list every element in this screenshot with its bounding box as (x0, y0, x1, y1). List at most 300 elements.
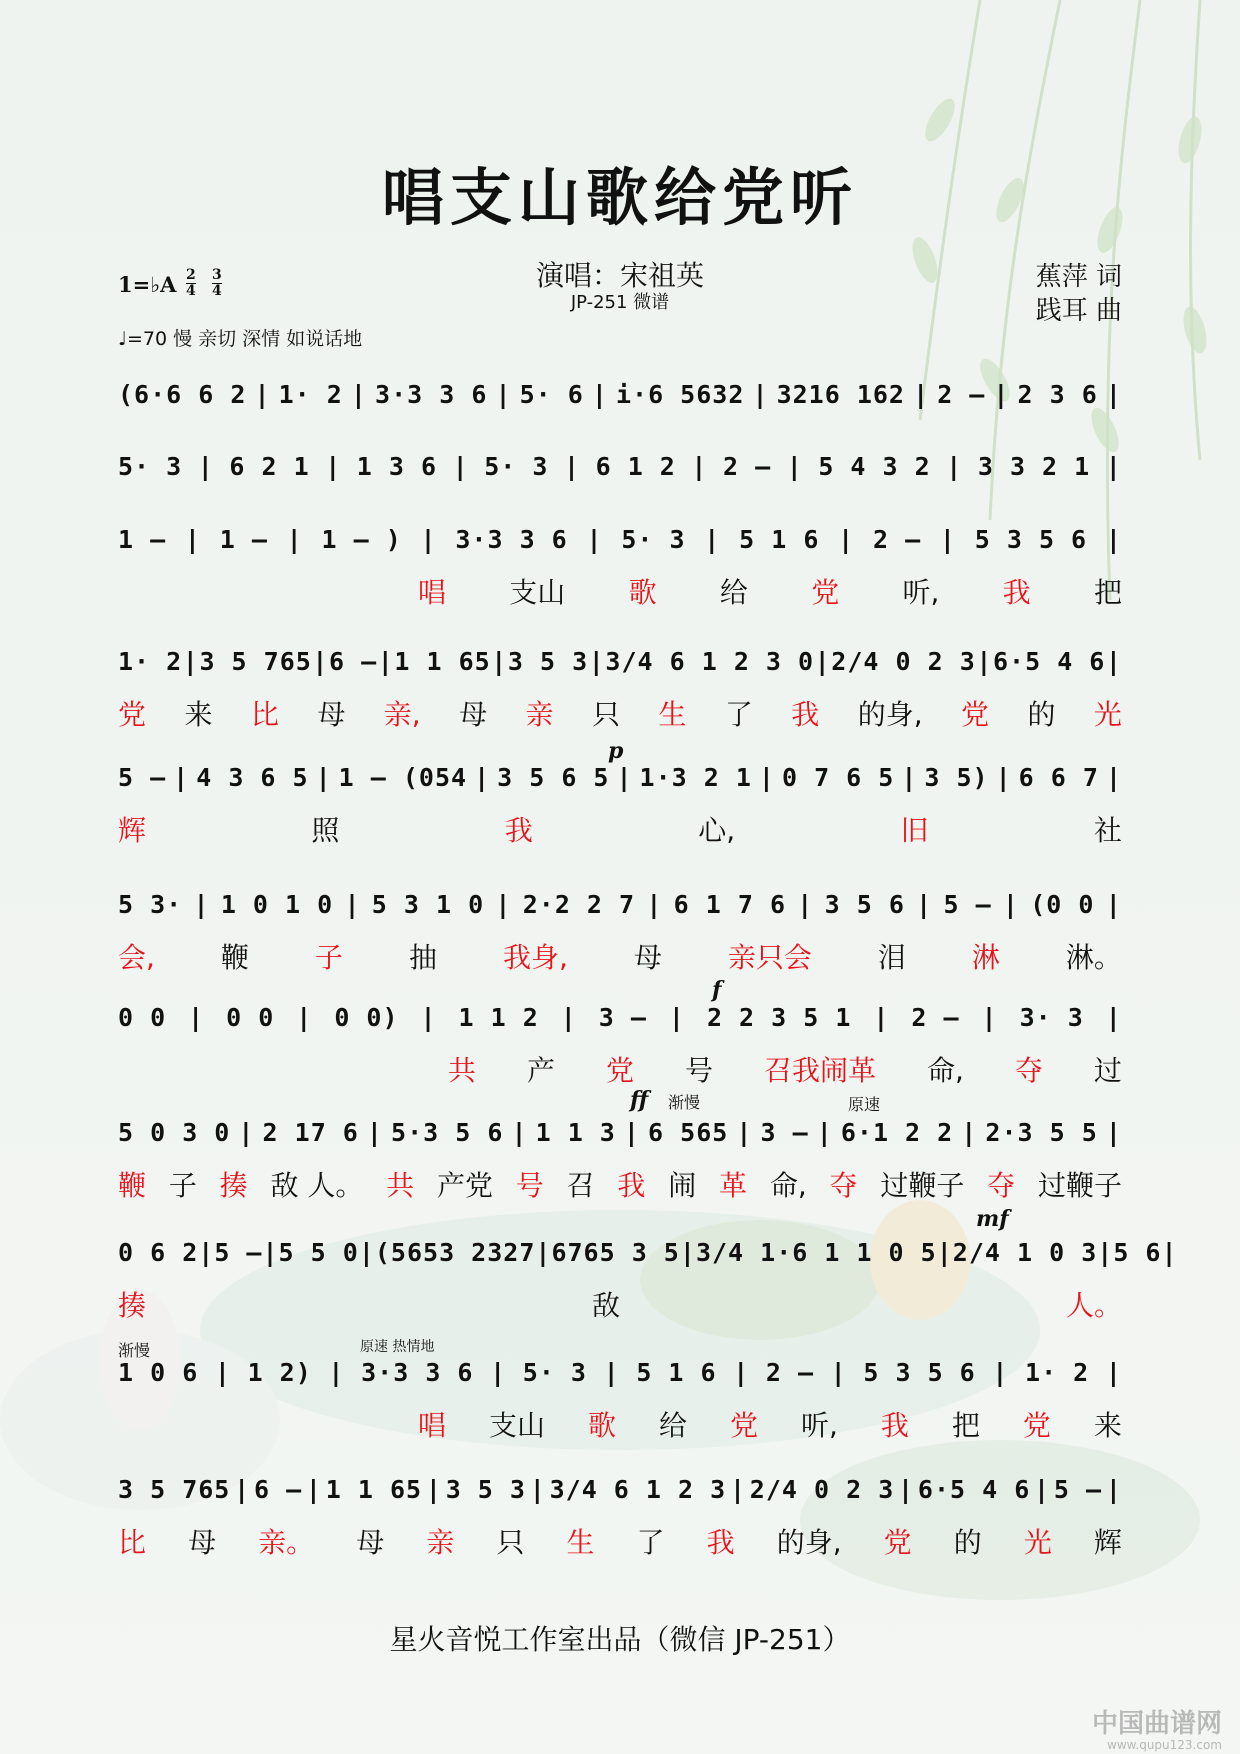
lyric-word: 比 (250, 698, 279, 731)
measure: 3·3 3 6 (375, 380, 488, 409)
measure: 5 3 1 0 (371, 890, 485, 919)
barline: | (184, 525, 201, 554)
measure: 5 – (943, 890, 992, 919)
measure: 0 0 (226, 1003, 275, 1032)
lyric-word: 歌 (588, 1409, 617, 1442)
barline: | (752, 380, 769, 409)
lyric-word: 召 (566, 1169, 595, 1202)
barline: | (214, 1358, 231, 1387)
lyric-word: 命, (769, 1169, 807, 1202)
barline: | (913, 380, 930, 409)
lyric-word: 母 (459, 698, 488, 731)
barline: | (305, 1475, 322, 1504)
lyric-line (118, 693, 1122, 733)
notation-line (118, 525, 1122, 554)
lyric-word: 支山 (509, 576, 566, 609)
barline: | (976, 647, 993, 676)
lyric-word: 产党 (436, 1169, 493, 1202)
lyric-word: 党 (883, 1526, 912, 1559)
measure: 6·1 2 2 (840, 1118, 954, 1147)
lyric-word: 产 (527, 1054, 556, 1087)
watermark-url: www.qupu123.com (1107, 1738, 1222, 1752)
barline: | (325, 452, 342, 481)
measure: 1 – (054 (338, 763, 468, 792)
lyric-word: 唱 (418, 1409, 447, 1442)
lyric-word: 子 (168, 1169, 197, 1202)
measure: 3·3 3 6 (361, 1358, 474, 1387)
barline: | (315, 763, 332, 792)
lyric-line (118, 1521, 1122, 1561)
lyric-word: 比 (118, 1526, 147, 1559)
measure: 5·3 5 6 (391, 1118, 504, 1147)
song-title: 唱支山歌给党听 (381, 161, 858, 234)
lyric-word: 辉 (118, 814, 147, 847)
lyric-word: 旧 (900, 814, 929, 847)
lyric-word: 心, (698, 814, 736, 847)
ritardando-marking-2: 渐慢 (118, 1341, 151, 1360)
singer-line: 演唱：宋祖英 (535, 259, 704, 292)
measure: 2 – (872, 525, 922, 554)
measure: 2·3 5 5 (985, 1118, 1098, 1147)
lyric-word: 子 (314, 941, 343, 974)
measure: 3 5 765 (199, 647, 312, 676)
notation-line (118, 380, 1122, 409)
barline: | (254, 380, 271, 409)
lyric-word: 号 (515, 1169, 544, 1202)
barline: | (1105, 763, 1122, 792)
lyric-word: 夺 (829, 1169, 858, 1202)
barline: | (188, 1003, 205, 1032)
lyric-word: 敌 (591, 1289, 620, 1322)
barline: | (560, 1003, 577, 1032)
barline: | (830, 1358, 847, 1387)
lyric-word: 我 (1002, 576, 1031, 609)
lyric-word: 来 (1093, 1409, 1122, 1442)
notation-line (118, 1118, 1122, 1147)
barline: | (733, 1358, 750, 1387)
measure: 3 – (760, 1118, 809, 1147)
lyric-word: 了 (724, 698, 753, 731)
barline: | (736, 1118, 753, 1147)
measure: 3 5 3 (507, 647, 589, 676)
measure: 2 – (765, 1358, 815, 1387)
barline: | (182, 647, 199, 676)
measure: 0 0) (334, 1003, 399, 1032)
lyric-word: 我 (617, 1169, 646, 1202)
lyric-word: 鞭 (220, 941, 249, 974)
lyric-word: 夺 (1014, 1054, 1043, 1087)
barline: | (981, 1003, 998, 1032)
barline: | (691, 452, 708, 481)
a-tempo-marking-1: 原速 (848, 1095, 881, 1114)
lyric-word: 我身, (502, 941, 568, 974)
measure: 1 0 1 0 (220, 890, 334, 919)
barline: | (1105, 1003, 1122, 1032)
barline: | (198, 1238, 215, 1267)
key-signature: 1=♭A (118, 272, 177, 297)
measure: 1 1 2 (458, 1003, 539, 1032)
measure: 3 5 6 5 (497, 763, 610, 792)
measure: 5 6 (1113, 1238, 1162, 1267)
lyric-word: 辉 (1093, 1526, 1122, 1559)
measure: 2 – (723, 452, 772, 481)
lyric-word: 社 (1093, 814, 1122, 847)
score-row (118, 647, 1122, 731)
barline: | (495, 890, 512, 919)
barline: | (797, 890, 814, 919)
ritardando-marking-1: 渐慢 (668, 1093, 701, 1112)
barline: | (350, 380, 367, 409)
barline: | (591, 380, 608, 409)
measure: 1· 2 (1025, 1358, 1090, 1387)
measure: 3 3 2 1 (977, 452, 1091, 481)
measure: 2/4 1 0 3 (952, 1238, 1098, 1267)
barline: | (1161, 1238, 1178, 1267)
barline: | (452, 452, 469, 481)
barline: | (623, 1118, 640, 1147)
lyric-word: 的身, (776, 1526, 842, 1559)
lyric-word: 党 (606, 1054, 635, 1087)
measure: 5 1 6 (739, 525, 820, 554)
lyric-word: 给 (659, 1409, 688, 1442)
measure: (0 0 (1030, 890, 1095, 919)
barline: | (286, 525, 303, 554)
measure: 5· 3 (621, 525, 686, 554)
measure: 5· 3 (522, 1358, 587, 1387)
lyric-word: 揍 (219, 1169, 248, 1202)
barline: | (1105, 525, 1122, 554)
score-row (118, 1358, 1122, 1442)
barline: | (173, 763, 190, 792)
barline: | (238, 1118, 255, 1147)
barline: | (603, 1358, 620, 1387)
time-signature-3-4: 3 4 (212, 267, 222, 299)
measure: 4 3 6 5 (196, 763, 309, 792)
measure: 5 5 0 (278, 1238, 359, 1267)
lyric-word: 母 (317, 698, 346, 731)
lyric-word: 亲 (525, 698, 554, 731)
barline: | (898, 1475, 915, 1504)
score-row (118, 1003, 1122, 1087)
measure: 5 3 5 6 (974, 525, 1088, 554)
measure: 3 5 6 (824, 890, 905, 919)
lyric-word: 亲只会 (727, 941, 812, 974)
lyric-word: 给 (719, 576, 748, 609)
barline: | (474, 763, 491, 792)
lyric-word: 敌 人。 (270, 1169, 364, 1202)
score-row (118, 1118, 1122, 1202)
measure: 2 – (911, 1003, 960, 1032)
lyric-line (118, 1164, 1122, 1204)
barline: | (1105, 1118, 1122, 1147)
score-row (118, 763, 1122, 847)
lyric-word: 亲。 (258, 1526, 315, 1559)
barline: | (495, 380, 512, 409)
score-row (118, 1238, 1178, 1322)
lyric-word: 我 (880, 1409, 909, 1442)
measure: 1 0 6 (118, 1358, 199, 1387)
barline: | (1105, 380, 1122, 409)
measure: 1 3 6 (356, 452, 438, 481)
barline: | (328, 1358, 345, 1387)
notation-line (118, 1003, 1122, 1032)
barline: | (588, 647, 605, 676)
lyric-word: 母 (188, 1526, 217, 1559)
measure: 5 4 3 2 (818, 452, 931, 481)
publisher-footer: 星火音悦工作室出品（微信 JP-251） (389, 1623, 851, 1656)
barline: | (1105, 1475, 1122, 1504)
lyric-word: 来 (184, 698, 213, 731)
barline: | (425, 1475, 442, 1504)
time-signature-2-4: 2 4 (186, 267, 196, 299)
measure: 1 – ) (321, 525, 402, 554)
barline: | (535, 1238, 552, 1267)
barline: | (1002, 890, 1019, 919)
lyric-word: 过鞭子 (880, 1169, 965, 1202)
score-row (118, 452, 1122, 492)
lyric-word: 光 (1023, 1526, 1052, 1559)
score-row (118, 525, 1122, 609)
measure: 3 5) (924, 763, 989, 792)
measure: 5 3 5 6 (863, 1358, 976, 1387)
barline: | (646, 890, 663, 919)
measure: 5 – (118, 763, 167, 792)
measure: 6·5 4 6 (992, 647, 1106, 676)
lyric-word: 泪 (877, 941, 906, 974)
lyric-word: 的 (1027, 698, 1056, 731)
lyric-word: 只 (591, 698, 620, 731)
barline: | (786, 452, 803, 481)
measure: i·6 5632 (615, 380, 745, 409)
measure: 1·3 2 1 (639, 763, 752, 792)
notation-line (118, 763, 1122, 792)
barline: | (1034, 1475, 1051, 1504)
measure: 2 3 6 (1017, 380, 1098, 409)
measure: 6·5 4 6 (917, 1475, 1031, 1504)
lyric-word: 鞭 (118, 1169, 147, 1202)
barline: | (262, 1238, 279, 1267)
notation-line (118, 1358, 1122, 1387)
measure: 2 17 6 (262, 1118, 359, 1147)
barline: | (193, 890, 210, 919)
lyricist-credit: 蕉萍 词 (1035, 262, 1122, 292)
lyric-word: 党 (730, 1409, 759, 1442)
measure: 2 – (937, 380, 986, 409)
lyric-word: 淋。 (1065, 941, 1122, 974)
measure: 1 – (219, 525, 268, 554)
lyric-word: 人。 (1065, 1289, 1122, 1322)
lyric-line (448, 1049, 1122, 1089)
barline: | (816, 1118, 833, 1147)
dynamic-mf: mf (976, 1206, 1009, 1232)
measure: (5653 2327 (374, 1238, 536, 1267)
barline: | (668, 1003, 685, 1032)
barline: | (758, 763, 775, 792)
lyric-word: 把 (951, 1409, 980, 1442)
barline: | (992, 1358, 1009, 1387)
barline: | (420, 525, 437, 554)
measure: 1 1 65 (325, 1475, 423, 1504)
measure: 6 – (253, 1475, 303, 1504)
lyric-word: 听, (902, 576, 940, 609)
lyric-word: 号 (685, 1054, 714, 1087)
lyric-word: 生 (658, 698, 687, 731)
measure: 2·2 2 7 (522, 890, 636, 919)
barline: | (491, 647, 508, 676)
barline: | (704, 525, 721, 554)
barline: | (993, 380, 1010, 409)
lyric-word: 把 (1093, 576, 1122, 609)
barline: | (586, 525, 603, 554)
measure: 5· 6 (519, 380, 584, 409)
barline: | (939, 525, 956, 554)
measure: 2/4 0 2 3 (749, 1475, 895, 1504)
lyric-word: 听, (801, 1409, 838, 1442)
lyric-word: 过 (1093, 1054, 1122, 1087)
measure: 1 – (118, 525, 167, 554)
measure: 3 – (598, 1003, 647, 1032)
notation-line (118, 452, 1122, 481)
measure: 6 1 7 6 (673, 890, 787, 919)
measure: 0 6 2 (118, 1238, 199, 1267)
barline: | (916, 890, 933, 919)
lyric-line (118, 809, 1122, 849)
barline: | (358, 1238, 375, 1267)
lyric-line (118, 936, 1122, 976)
lyric-word: 抽 (408, 941, 437, 974)
a-tempo-marking-2: 原速 热情地 (360, 1339, 435, 1355)
barline: | (936, 1238, 953, 1267)
tempo-marking: ♩=70 慢 亲切 深情 如说话地 (118, 328, 363, 350)
lyric-word: 党 (1022, 1409, 1051, 1442)
dynamic-p: p (608, 738, 624, 764)
measure: 3·3 3 6 (455, 525, 568, 554)
lyric-word: 党 (811, 576, 840, 609)
measure: 1 2) (247, 1358, 312, 1387)
barline: | (490, 1358, 507, 1387)
lyric-word: 我 (791, 698, 820, 731)
measure: 3 5 3 (445, 1475, 526, 1504)
barline: | (729, 1475, 747, 1504)
lyric-word: 党 (961, 698, 990, 731)
lyric-word: 歌 (628, 576, 657, 609)
barline: | (312, 647, 329, 676)
measure: 5· 3 (484, 452, 549, 481)
barline: | (529, 1475, 546, 1504)
measure: 3/4 6 1 2 3 (549, 1475, 727, 1504)
measure: 5 – (214, 1238, 263, 1267)
barline: | (679, 1238, 696, 1267)
lyric-word: 过鞭子 (1037, 1169, 1122, 1202)
barline: | (511, 1118, 528, 1147)
lyric-word: 闹 (668, 1169, 697, 1202)
watermark-logo: 中国曲谱网 (1091, 1709, 1222, 1739)
lyric-word: 唱 (418, 576, 447, 609)
barline: | (420, 1003, 437, 1032)
barline: | (234, 1475, 251, 1504)
notation-line (118, 647, 1122, 676)
lyric-word: 命, (927, 1054, 964, 1087)
score-row (118, 1475, 1122, 1559)
measure: 5 1 6 (636, 1358, 717, 1387)
measure: 6 1 2 (595, 452, 676, 481)
lyric-word: 的 (953, 1526, 982, 1559)
measure: 3216 162 (776, 380, 905, 409)
lyric-word: 光 (1093, 698, 1122, 731)
measure: 6 2 1 (229, 452, 310, 481)
measure: 1 1 65 (394, 647, 491, 676)
barline: | (296, 1003, 313, 1032)
lyric-word: 只 (496, 1526, 525, 1559)
lyric-line (418, 1404, 1122, 1444)
barline: | (344, 890, 361, 919)
measure: 1· 2 (278, 380, 343, 409)
measure: 6 – (329, 647, 378, 676)
lyric-word: 淋 (971, 941, 1000, 974)
lyric-word: 党 (118, 698, 147, 731)
measure: 0 0 (118, 1003, 167, 1032)
notation-line (118, 890, 1122, 919)
lyric-word: 召我闹革 (764, 1054, 877, 1087)
score-row (118, 890, 1122, 974)
barline: | (901, 763, 918, 792)
measure: 0 7 6 5 (781, 763, 895, 792)
barline: | (1097, 1238, 1114, 1267)
measure: 5 3· (118, 890, 183, 919)
measure: 3· 3 (1019, 1003, 1084, 1032)
lyric-word: 共 (386, 1169, 415, 1202)
barline: | (873, 1003, 890, 1032)
barline: | (563, 452, 581, 481)
lyric-word: 革 (719, 1169, 748, 1202)
barline: | (197, 452, 214, 481)
dynamic-ff: ff (630, 1087, 649, 1113)
notation-line (118, 1475, 1122, 1504)
notation-line (118, 1238, 1178, 1267)
measure: 1· 2 (118, 647, 183, 676)
lyric-word: 生 (566, 1526, 595, 1559)
measure: 3/4 6 1 2 3 0 (605, 647, 815, 676)
measure: 6 6 7 (1018, 763, 1099, 792)
barline: | (838, 525, 855, 554)
lyric-line (118, 1284, 1122, 1324)
lyric-word: 支山 (489, 1409, 546, 1442)
measure: 5 – (1053, 1475, 1103, 1504)
lyric-word: 我 (706, 1526, 735, 1559)
barline: | (995, 763, 1012, 792)
lyric-word: 共 (448, 1054, 477, 1087)
score-row (118, 380, 1122, 420)
composer-credit: 践耳 曲 (1035, 296, 1122, 326)
lyric-word: 母 (633, 941, 662, 974)
measure: 1 1 3 (535, 1118, 616, 1147)
measure: 3 5 765 (118, 1475, 231, 1504)
lyric-word: 母 (356, 1526, 385, 1559)
measure: 5 0 3 0 (118, 1118, 231, 1147)
barline: | (366, 1118, 383, 1147)
lyric-word: 我 (504, 814, 533, 847)
lyric-word: 的身, (857, 698, 923, 731)
lyric-word: 亲, (383, 698, 421, 731)
barline: | (946, 452, 963, 481)
measure: 5· 3 (118, 452, 183, 481)
barline: | (616, 763, 633, 792)
lyric-word: 照 (311, 814, 340, 847)
measure: 2 2 3 5 1 (706, 1003, 852, 1032)
barline: | (814, 647, 831, 676)
barline: | (1105, 1358, 1122, 1387)
source-line: JP-251 微谱 (570, 292, 670, 313)
